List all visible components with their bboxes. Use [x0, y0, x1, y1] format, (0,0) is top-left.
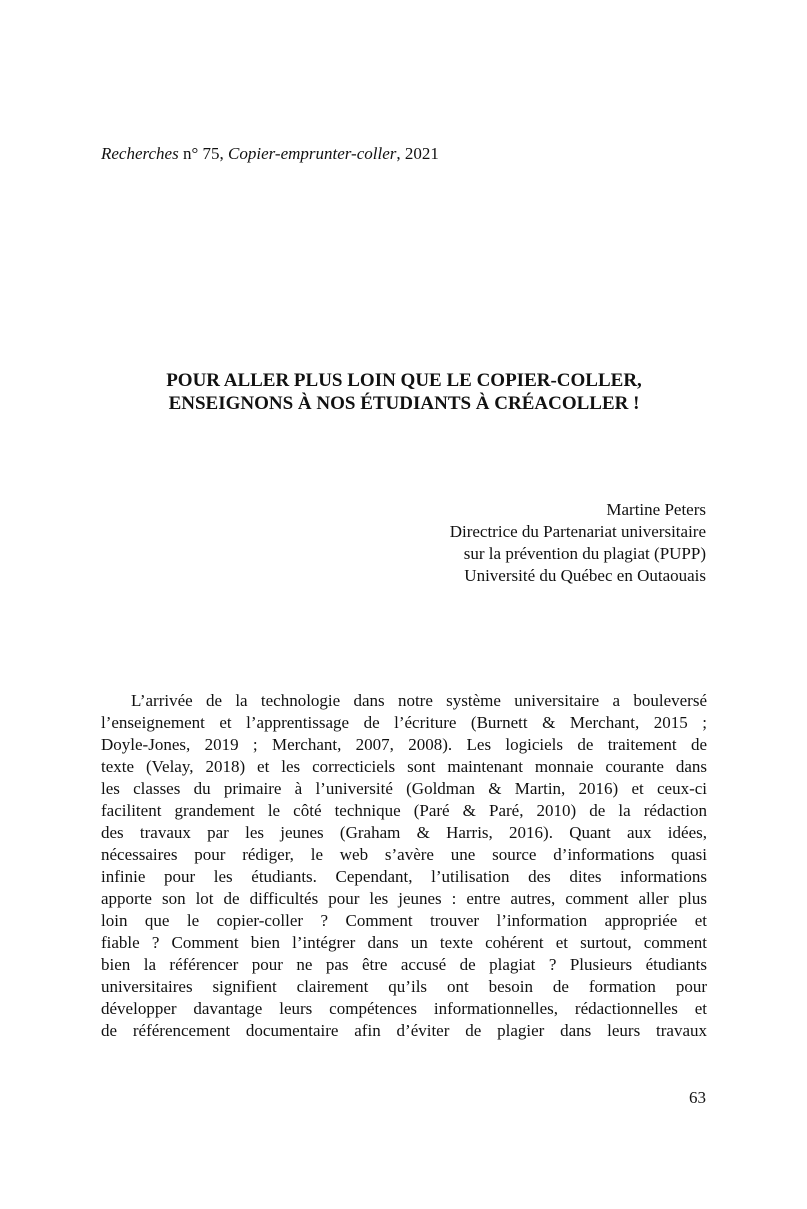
- body-line: l’enseignement et l’apprentissage de l’écriture (Burnett & Merchant, 2015 ;: [101, 713, 707, 732]
- body-line: loin que le copier-coller ? Comment trouver l’information appropriée et: [101, 911, 707, 930]
- author-role-line-1: Directrice du Partenariat universitaire: [449, 522, 706, 541]
- body-line: fiable ? Comment bien l’intégrer dans un texte cohérent et surtout, comment: [101, 933, 707, 952]
- body-line: Doyle-Jones, 2019 ; Merchant, 2007, 2008). Les logiciels de traitement de: [101, 735, 707, 754]
- title-line-2: ENSEIGNONS À NOS ÉTUDIANTS À CRÉACOLLER !: [168, 393, 640, 414]
- author-name: Martine Peters: [606, 500, 706, 519]
- title-line-1: POUR ALLER PLUS LOIN QUE LE COPIER-COLLER,: [166, 370, 642, 391]
- author-role-line-2: sur la prévention du plagiat (PUPP): [463, 544, 706, 563]
- body-line: L’arrivée de la technologie dans notre système universitaire a bouleversé: [131, 691, 707, 710]
- body-line: développer davantage leurs compétences informationnelles, rédactionnelles et: [101, 999, 707, 1018]
- journal-name: Recherches: [101, 144, 179, 163]
- body-line: facilitent grandement le côté technique (Paré & Paré, 2010) de la rédaction: [101, 801, 707, 820]
- body-line: des travaux par les jeunes (Graham & Harris, 2016). Quant aux idées,: [101, 823, 707, 842]
- body-line: universitaires signifient clairement qu’ils ont besoin de formation pour: [101, 977, 707, 996]
- author-affiliation: Université du Québec en Outaouais: [464, 566, 706, 585]
- author-block: [450, 499, 706, 587]
- article-title: [101, 369, 707, 415]
- issue-number: n° 75,: [178, 144, 229, 163]
- issue-year: , 2021: [396, 144, 439, 163]
- body-line: bien la référencer pour ne pas être accusé de plagiat ? Plusieurs étudiants: [101, 955, 707, 974]
- body-line: infinie pour les étudiants. Cependant, l’utilisation des dites informations: [101, 867, 707, 886]
- body-line: apporte son lot de difficultés pour les jeunes : entre autres, comment aller plus: [101, 889, 707, 908]
- body-line: texte (Velay, 2018) et les correcticiels sont maintenant monnaie courante dans: [101, 757, 707, 776]
- body-line: nécessaires pour rédiger, le web s’avère une source d’informations quasi: [101, 845, 707, 864]
- body-line: les classes du primaire à l’université (Goldman & Martin, 2016) et ceux-ci: [101, 779, 707, 798]
- body-paragraph: [101, 690, 707, 1042]
- page-number: 63: [689, 1088, 706, 1107]
- body-line: de référencement documentaire afin d’éviter de plagier dans leurs travaux: [101, 1021, 707, 1040]
- running-head: [101, 143, 439, 165]
- issue-theme: Copier-emprunter-coller: [228, 144, 397, 163]
